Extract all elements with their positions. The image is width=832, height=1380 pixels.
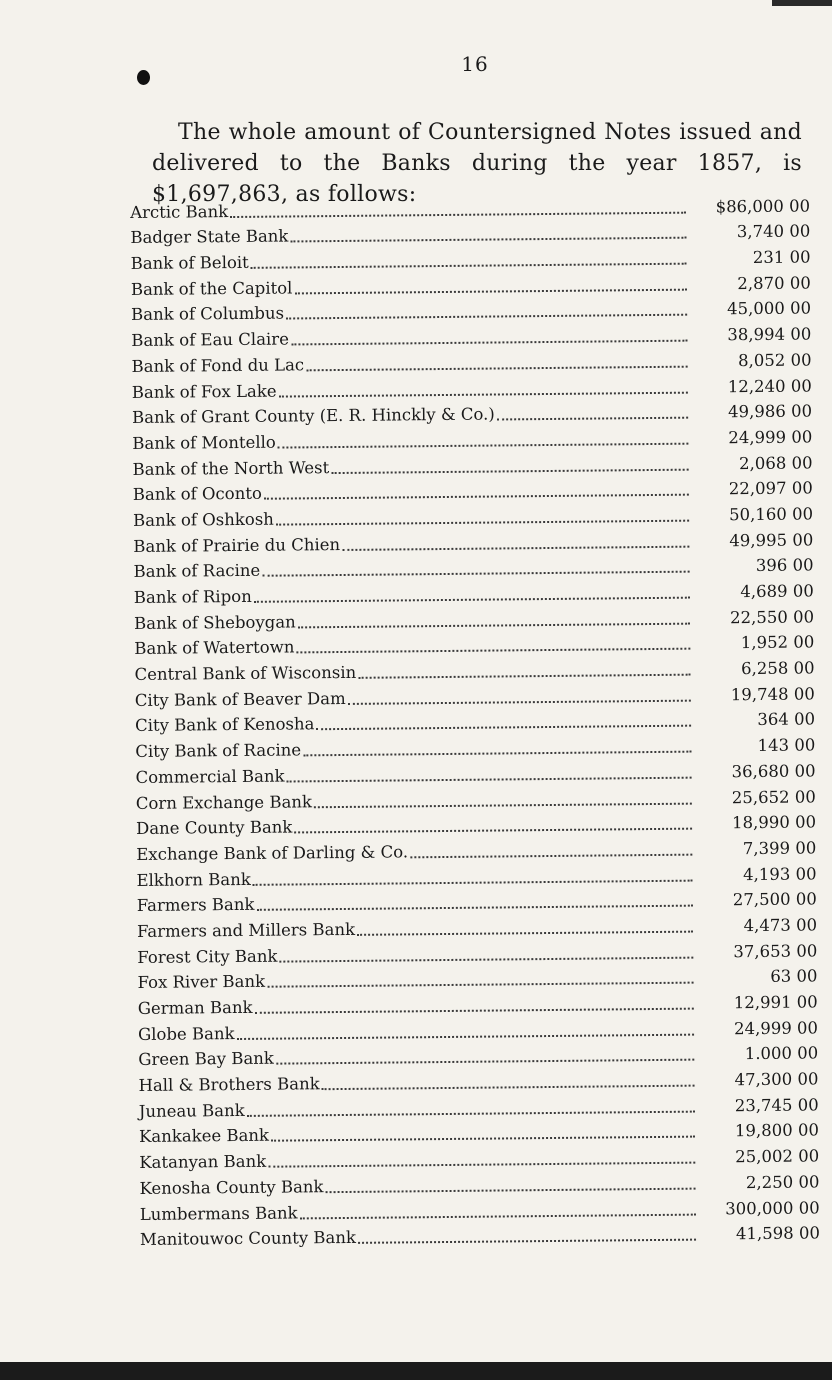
bank-amount: 19,748 00 [730, 684, 815, 705]
bank-ledger [130, 190, 820, 1250]
dot-leader [262, 571, 689, 577]
bank-amount: 37,653 00 [733, 941, 818, 961]
bank-amount: 36,680 00 [731, 761, 816, 782]
bank-amount: 7,399 00 [742, 838, 817, 859]
bank-name: Juneau Bank [138, 1100, 245, 1121]
bank-name: Bank of Montello [132, 432, 276, 453]
bank-amount: 1,952 00 [740, 632, 815, 653]
scan-bottom-edge [0, 1362, 832, 1380]
bank-amount: 2,068 00 [739, 453, 813, 473]
bank-amount: 143 00 [757, 735, 816, 756]
dot-leader [279, 391, 688, 397]
dot-leader [342, 545, 689, 550]
dot-leader [254, 597, 690, 603]
dot-leader [357, 931, 693, 936]
bank-amount: 12,991 00 [733, 992, 818, 1013]
bank-amount: 24,999 00 [728, 427, 813, 448]
dot-leader [291, 340, 687, 346]
bank-name: Farmers and Millers Bank [136, 919, 356, 941]
dot-leader [358, 674, 690, 679]
dot-leader [331, 468, 688, 473]
bank-name: Kankakee Bank [138, 1126, 270, 1147]
bank-amount: 25,652 00 [731, 786, 816, 807]
dot-leader [294, 828, 692, 834]
dot-leader [280, 956, 694, 962]
dot-leader [358, 1239, 696, 1244]
bank-amount: 3,740 00 [736, 221, 811, 242]
bank-amount: 50,160 00 [729, 504, 814, 525]
bank-amount: 18,990 00 [731, 812, 817, 833]
bank-name: Bank of Oshkosh [133, 509, 274, 530]
dot-leader [251, 263, 687, 269]
bank-name: City Bank of Racine [135, 740, 302, 762]
bank-amount: 2,870 00 [737, 273, 811, 293]
bank-amount: 4,473 00 [743, 915, 818, 936]
dot-leader [276, 1059, 694, 1065]
bank-name: Bank of Beloit [130, 252, 249, 274]
bank-name: Elkhorn Bank [136, 869, 251, 890]
bank-name: City Bank of Kenosha [134, 714, 315, 736]
dot-leader [271, 1136, 695, 1142]
dot-leader [256, 905, 692, 911]
scan-top-edge [772, 0, 832, 6]
bank-amount: 47,300 00 [734, 1069, 819, 1090]
bank-name: Manitouwoc County Bank [139, 1228, 357, 1250]
bank-name: Hall & Brothers Bank [138, 1074, 320, 1096]
dot-leader [300, 1213, 696, 1219]
bank-name: Corn Exchange Bank [135, 791, 313, 813]
dot-leader [267, 982, 693, 988]
dot-leader [298, 622, 690, 628]
bank-name: Bank of Eau Claire [131, 329, 290, 351]
bank-name: Arctic Bank [130, 201, 229, 222]
bank-name: Fox River Bank [137, 972, 266, 993]
dot-leader [410, 854, 692, 859]
bank-amount: 24,999 00 [733, 1018, 819, 1038]
dot-leader [290, 237, 686, 243]
bank-amount: 231 00 [752, 247, 811, 268]
bank-amount: 22,097 00 [728, 478, 813, 499]
dot-leader [278, 443, 689, 449]
bank-name: Katanyan Bank [139, 1151, 267, 1173]
dot-leader [348, 699, 691, 704]
dot-leader [230, 211, 686, 217]
bank-amount: 364 00 [757, 709, 816, 730]
dot-leader [306, 365, 687, 371]
bank-name: Bank of Racine [133, 561, 261, 582]
dot-leader [247, 1110, 695, 1116]
bank-name: Bank of Oconto [132, 483, 262, 505]
bank-amount: 49,995 00 [729, 530, 814, 550]
bank-name: Forest City Bank [137, 946, 278, 967]
bank-amount: 396 00 [755, 555, 814, 576]
bank-amount: 27,500 00 [732, 889, 817, 910]
bank-name: German Bank [137, 997, 253, 1018]
dot-leader [276, 520, 689, 526]
dot-leader [303, 751, 691, 757]
dot-leader [286, 314, 687, 320]
bank-amount: 4,689 00 [740, 581, 814, 602]
dot-leader [326, 1187, 696, 1193]
bank-amount: 12,240 00 [727, 375, 812, 396]
dot-leader [287, 776, 692, 782]
bank-amount: 22,550 00 [729, 607, 815, 627]
bank-amount: $86,000 00 [715, 196, 811, 217]
dot-leader [322, 1085, 695, 1091]
bank-name: Green Bay Bank [138, 1049, 274, 1070]
bank-name: City Bank of Beaver Dam [134, 688, 346, 710]
bank-amount: 63 00 [770, 966, 818, 987]
dot-leader [255, 1008, 694, 1014]
bank-name: Bank of the Capitol [130, 278, 293, 299]
bank-amount: 38,994 00 [727, 324, 812, 345]
page-number: 16 [461, 52, 489, 76]
bank-name: Kenosha County Bank [139, 1177, 324, 1198]
intro-paragraph: The whole amount of Countersigned Notes issued and delivered to the Banks during the year 1857, is $1,697,863, as follows: [152, 120, 802, 207]
bank-amount: 25,002 00 [735, 1146, 820, 1167]
dot-leader [314, 802, 692, 808]
bank-name: Bank of Sheboygan [133, 612, 296, 633]
bank-amount: 19,800 00 [734, 1120, 820, 1141]
bank-name: Dane County Bank [135, 817, 293, 839]
bank-name: Bank of Ripon [133, 586, 252, 607]
bank-name: Bank of Prairie du Chien [133, 534, 341, 556]
bank-amount: 1.000 00 [744, 1043, 819, 1064]
bank-name: Lumbermans Bank [139, 1202, 298, 1224]
bank-name: Commercial Bank [135, 766, 285, 787]
bank-name: Bank of Fox Lake [131, 381, 277, 402]
bank-name: Badger State Bank [130, 226, 289, 248]
bank-amount: 6,258 00 [740, 658, 815, 679]
dot-leader [497, 417, 688, 421]
bank-amount: 41,598 00 [735, 1223, 821, 1244]
bank-amount: 49,986 00 [728, 401, 813, 422]
bank-name: Bank of Watertown [134, 637, 295, 659]
bank-amount: 4,193 00 [742, 864, 817, 884]
dot-leader [237, 1033, 694, 1039]
bank-name: Central Bank of Wisconsin [134, 662, 357, 685]
dot-leader [253, 879, 693, 885]
bank-amount: 23,745 00 [734, 1095, 819, 1115]
bank-name: Bank of Grant County (E. R. Hinckly & Co.) [132, 404, 495, 428]
bank-name: Bank of the North West [132, 457, 330, 479]
dot-leader [316, 725, 691, 731]
bank-name: Exchange Bank of Darling & Co. [136, 842, 409, 864]
bank-amount: 300,000 00 [725, 1197, 820, 1218]
dot-leader [264, 494, 689, 500]
dot-leader [296, 648, 690, 654]
bank-name: Globe Bank [137, 1023, 235, 1044]
dot-leader [268, 1162, 695, 1168]
bank-name: Bank of Columbus [131, 303, 285, 325]
dot-leader [294, 288, 686, 294]
bank-amount: 2,250 00 [745, 1172, 820, 1192]
bank-amount: 45,000 00 [727, 298, 812, 319]
bank-name: Farmers Bank [136, 895, 255, 916]
bank-name: Bank of Fond du Lac [131, 355, 305, 376]
bank-amount: 8,052 00 [738, 350, 812, 370]
